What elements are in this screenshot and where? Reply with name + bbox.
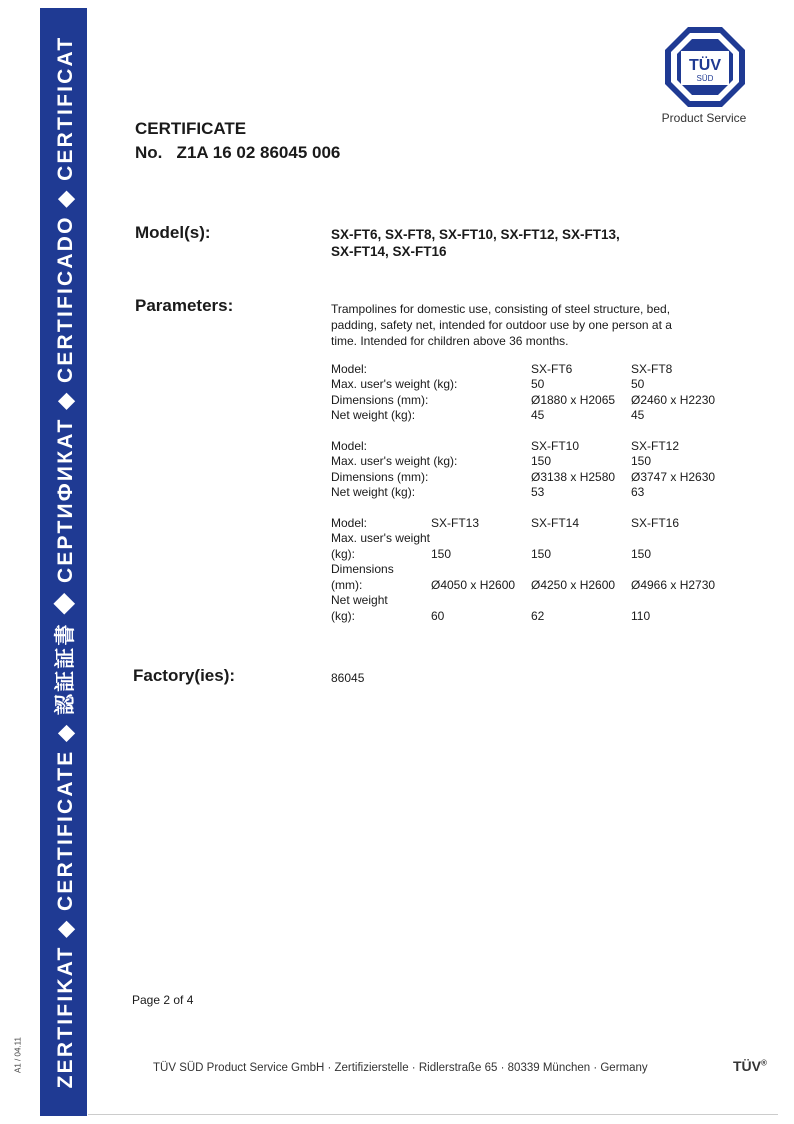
param-value: 45 xyxy=(531,408,545,422)
footer-text: TÜV SÜD Product Service GmbH · Zertifizierstelle · Ridlerstraße 65 · 80339 München · Germany xyxy=(153,1062,648,1074)
param-value: 53 xyxy=(531,485,545,499)
param-value: Ø2460 x H2230 xyxy=(631,393,716,407)
models-label: Model(s): xyxy=(135,223,211,242)
footer-logo xyxy=(733,1058,767,1074)
param-value: SX-FT12 xyxy=(631,439,680,453)
models-list xyxy=(331,226,691,260)
form-code xyxy=(8,1030,28,1080)
param-label: Max. user's weight (kg): xyxy=(331,454,458,468)
certificate-title: CERTIFICATE xyxy=(135,119,247,138)
param-value: 45 xyxy=(631,408,645,422)
models-line-2: SX-FT14, SX-FT16 xyxy=(331,244,447,259)
param-value: 50 xyxy=(631,377,645,391)
param-value: Ø4966 x H2730 xyxy=(631,578,716,592)
param-value: 150 xyxy=(631,547,652,561)
param-label: Net weight (kg): xyxy=(331,485,416,499)
parameters-label: Parameters: xyxy=(135,296,234,315)
param-label: (kg): xyxy=(331,547,355,561)
param-value: Ø4050 x H2600 xyxy=(431,578,516,592)
param-value: SX-FT16 xyxy=(631,516,680,530)
form-code-text: A1 / 04.11 xyxy=(13,1037,23,1073)
certificate-number: No. Z1A 16 02 86045 006 xyxy=(135,143,341,162)
param-value: 50 xyxy=(531,377,545,391)
param-label: Dimensions (mm): xyxy=(331,470,429,484)
logo-mark-top: TÜV xyxy=(689,57,721,74)
param-value: SX-FT8 xyxy=(631,362,673,376)
factory-value: 86045 xyxy=(331,671,365,685)
param-label: Dimensions (mm): xyxy=(331,393,429,407)
param-label: (kg): xyxy=(331,609,355,623)
logo-subtitle: Product Service xyxy=(661,111,747,125)
param-value: 60 xyxy=(431,609,445,623)
param-value: 63 xyxy=(631,485,645,499)
parameters-description: Trampolines for domestic use, consisting of steel structure, bed, padding, safety net, intended for outdoor use by one person at a time. Intended for children above 36 months. xyxy=(331,302,672,348)
param-label: Dimensions xyxy=(331,562,394,576)
param-label: Max. user's weight (kg): xyxy=(331,377,458,391)
param-label: Net weight (kg): xyxy=(331,408,416,422)
param-value: Ø3747 x H2630 xyxy=(631,470,716,484)
param-value: SX-FT6 xyxy=(531,362,573,376)
param-value: SX-FT10 xyxy=(531,439,580,453)
param-label: (mm): xyxy=(331,578,363,592)
registered-mark-icon: ® xyxy=(761,1058,767,1068)
param-label: Model: xyxy=(331,516,368,530)
param-value: Ø4250 x H2600 xyxy=(531,578,616,592)
factories-label: Factory(ies): xyxy=(133,666,236,685)
param-value: SX-FT14 xyxy=(531,516,580,530)
page-number: Page 2 of 4 xyxy=(132,993,194,1007)
param-value: 110 xyxy=(631,609,651,623)
footer-logo-text: TÜV xyxy=(733,1058,761,1074)
param-value: Ø1880 x H2065 xyxy=(531,393,616,407)
param-label: Max. user's weight xyxy=(331,531,430,545)
side-band-text: ZERTIFIKAT ◆ CERTIFICATE ◆ 認証証書 ◆ СЕРТИФИКАТ ◆ CERTIFICADO ◆ CERTIFICAT xyxy=(53,35,77,1089)
param-label: Model: xyxy=(331,362,368,376)
bottom-divider xyxy=(88,1114,778,1115)
tuv-logo-icon xyxy=(664,26,746,108)
param-value: SX-FT13 xyxy=(431,516,480,530)
param-label: Model: xyxy=(331,439,368,453)
param-value: 150 xyxy=(531,547,552,561)
param-value: 150 xyxy=(531,454,552,468)
side-band xyxy=(40,8,87,1116)
param-value: 150 xyxy=(431,547,452,561)
param-value: 150 xyxy=(631,454,652,468)
param-value: Ø3138 x H2580 xyxy=(531,470,616,484)
param-value: 62 xyxy=(531,609,545,623)
models-line-1: SX-FT6, SX-FT8, SX-FT10, SX-FT12, SX-FT13, xyxy=(331,227,620,242)
logo-mark-bottom: SÜD xyxy=(696,74,714,83)
param-label: Net weight xyxy=(331,593,388,607)
